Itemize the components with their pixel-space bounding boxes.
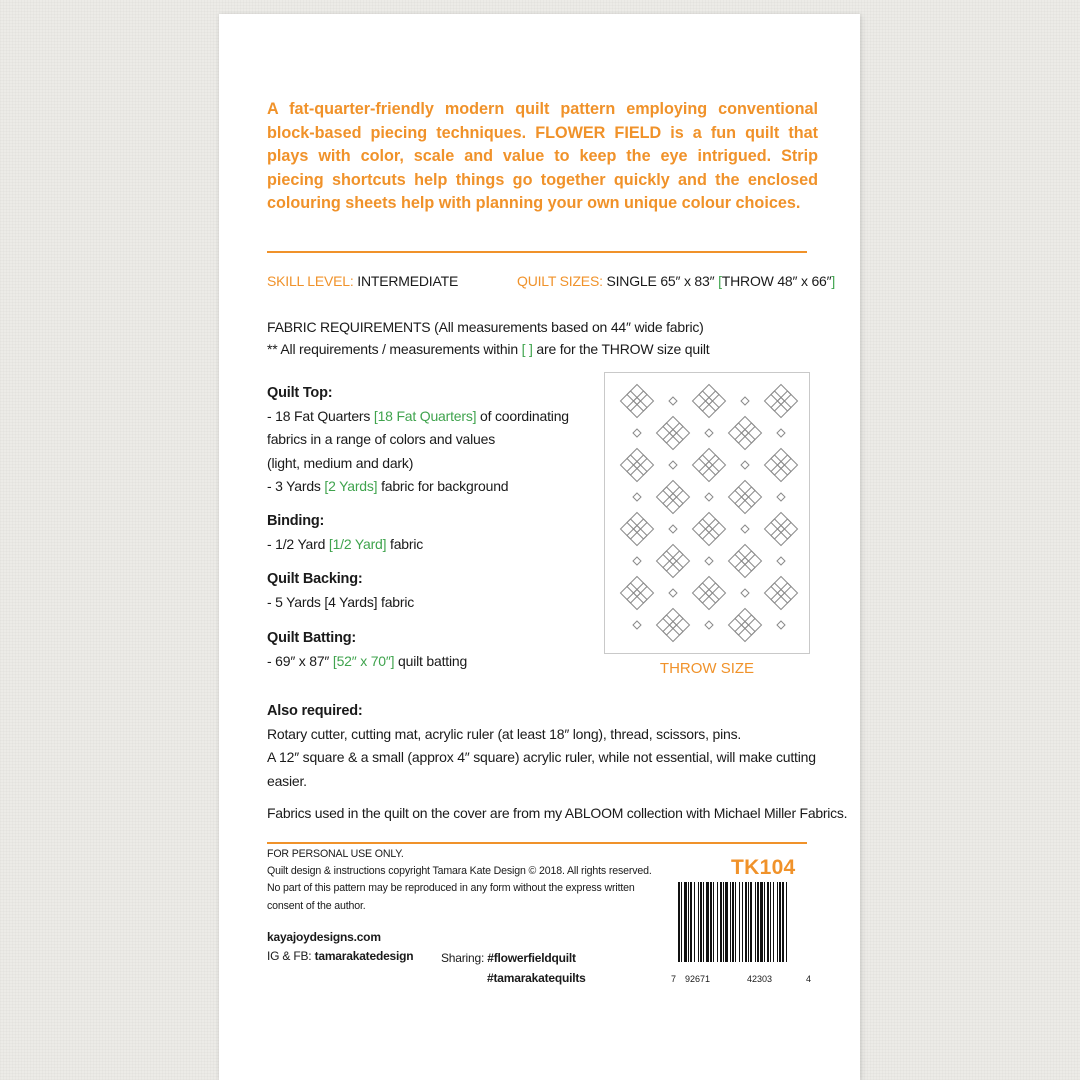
quilt-block-petal: [663, 622, 683, 642]
quilt-block-petal: [771, 462, 791, 482]
quilt-block-petal: [771, 526, 791, 546]
batting-line: [267, 650, 587, 673]
hashtag-2: #tamarakatequilts: [487, 970, 586, 985]
quilt-block-petal: [693, 391, 713, 411]
barcode-bar: [684, 882, 687, 962]
quilt-block-petal: [621, 391, 641, 411]
note-text-post: are for the THROW size quilt: [536, 341, 710, 357]
barcode-bar: [710, 882, 712, 962]
quilt-small-diamond: [633, 621, 641, 629]
barcode-bar: [773, 882, 774, 962]
quilt-block-petal: [627, 526, 647, 546]
barcode-bar: [767, 882, 769, 962]
quilt-block-petal: [706, 455, 726, 475]
also-required-line-1: Rotary cutter, cutting mat, acrylic ruler (at least 18″ long), thread, scissors, pins.: [267, 726, 742, 743]
barcode-bar: [703, 882, 704, 962]
quilt-block-petal: [699, 590, 719, 610]
quilt-small-diamond: [633, 557, 641, 565]
binding-yards-throw: [1/2 Yard]: [328, 536, 387, 553]
quilt-top-fq: - 18 Fat Quarters: [267, 408, 371, 425]
barcode-bar: [748, 882, 749, 962]
quilt-block-petal: [657, 615, 677, 635]
legal-line-4: consent of the author.: [267, 899, 366, 912]
hashtag-1: #flowerfieldquilt: [487, 951, 576, 965]
quilt-block-petal: [742, 423, 762, 443]
fabric-requirements: [267, 316, 710, 360]
note-text-pre: ** All requirements / measurements within: [267, 341, 518, 357]
quilt-size-single: SINGLE 65″ x 83″: [606, 273, 715, 289]
quilt-top-line-2: fabrics in a range of colors and values: [267, 431, 495, 448]
quilt-block-petal: [627, 385, 647, 405]
quilt-block-petal: [765, 455, 785, 475]
quilt-block-petal: [670, 551, 690, 571]
quilt-block-petal: [729, 551, 749, 571]
barcode-bar: [681, 882, 682, 962]
quilt-top-line-3: (light, medium and dark): [267, 454, 414, 471]
barcode-bar: [723, 882, 724, 962]
quilt-small-diamond: [741, 397, 749, 405]
barcode-bar: [770, 882, 771, 962]
quilt-block-petal: [778, 519, 798, 539]
quilt-small-diamond: [777, 621, 785, 629]
quilt-block-petal: [699, 398, 719, 418]
note-brackets: [ ]: [521, 341, 533, 357]
legal-line-2: Quilt design & instructions copyright Tamara Kate Design © 2018. All rights reserved.: [267, 865, 652, 878]
quilt-block-petal: [778, 455, 798, 475]
quilt-block-petal: [735, 609, 755, 629]
quilt-block-petal: [670, 423, 690, 443]
barcode-bar: [698, 882, 699, 962]
barcode-bar: [760, 882, 763, 962]
also-required-title: Also required:: [267, 703, 363, 719]
barcode-digits: [671, 974, 811, 986]
quilt-block-petal: [699, 385, 719, 405]
throw-size-diagram: [604, 372, 810, 654]
quilt-block-petal: [627, 398, 647, 418]
social-handle: tamarakatedesign: [314, 949, 414, 963]
quilt-block-petal: [634, 455, 654, 475]
quilt-block-petal: [735, 481, 755, 501]
quilt-small-diamond: [777, 557, 785, 565]
quilt-small-diamond: [741, 589, 749, 597]
barcode-bar: [700, 882, 702, 962]
barcode-bar: [742, 882, 743, 962]
barcode-bar: [782, 882, 784, 962]
backing-title: Quilt Backing:: [267, 571, 363, 587]
background-yards: - 3 Yards: [267, 477, 321, 494]
skill-level: [267, 273, 458, 289]
barcode-bar: [706, 882, 709, 962]
quilt-top-line-1: [267, 405, 587, 428]
quilt-block-petal: [693, 583, 713, 603]
quilt-block-petal: [765, 519, 785, 539]
quilt-block-petal: [771, 577, 791, 597]
quilt-block-petal: [771, 385, 791, 405]
quilt-block-petal: [627, 449, 647, 469]
barcode-bar: [750, 882, 752, 962]
quilt-block-petal: [742, 551, 762, 571]
quilt-top-title: Quilt Top:: [267, 385, 333, 401]
legal-line-1: FOR PERSONAL USE ONLY.: [267, 848, 404, 860]
barcode-bar: [764, 882, 765, 962]
quilt-small-diamond: [741, 525, 749, 533]
quilt-block-petal: [699, 449, 719, 469]
social-label: IG & FB:: [267, 949, 312, 963]
quilt-block-petal: [735, 417, 755, 437]
skill-level-label: SKILL LEVEL:: [267, 273, 354, 289]
quilt-block-petal: [627, 462, 647, 482]
quilt-sizes-label: QUILT SIZES:: [517, 273, 603, 289]
quilt-small-diamond: [669, 589, 677, 597]
quilt-block-petal: [735, 558, 755, 578]
quilt-block-petal: [699, 577, 719, 597]
quilt-block-petal: [663, 494, 683, 514]
quilt-block-petal: [742, 487, 762, 507]
quilt-block-petal: [729, 615, 749, 635]
backing-line: - 5 Yards [4 Yards] fabric: [267, 594, 415, 611]
quilt-block-petal: [657, 487, 677, 507]
binding-title: Binding:: [267, 513, 325, 529]
barcode-bar: [713, 882, 714, 962]
quilt-block-petal: [670, 615, 690, 635]
barcode-bar: [688, 882, 689, 962]
barcode-bar: [678, 882, 680, 962]
quilt-block-petal: [627, 590, 647, 610]
social-handles: [267, 949, 413, 963]
quilt-block-petal: [706, 583, 726, 603]
quilt-small-diamond: [669, 461, 677, 469]
barcode-bar: [779, 882, 781, 962]
quilt-block-petal: [735, 494, 755, 514]
barcode-bar: [717, 882, 718, 962]
quilt-block-petal: [735, 622, 755, 642]
quilt-block-petal: [729, 487, 749, 507]
pattern-back-cover: [219, 14, 860, 1080]
fabrics-used-note: Fabrics used in the quilt on the cover are from my ABLOOM collection with Michael Miller Fabrics.: [267, 805, 848, 821]
quilt-block-petal: [693, 455, 713, 475]
quilt-sizes: [517, 273, 835, 289]
quilt-block-petal: [778, 391, 798, 411]
quilt-top-fq-post: of coordinating: [480, 408, 569, 425]
barcode-bar: [720, 882, 722, 962]
quilt-small-diamond: [777, 493, 785, 501]
quilt-block-petal: [706, 391, 726, 411]
binding-post: fabric: [390, 536, 424, 553]
barcode-bar: [745, 882, 747, 962]
quilt-small-diamond: [633, 493, 641, 501]
barcode: [678, 882, 802, 962]
barcode-bar: [739, 882, 740, 962]
binding-yards: - 1/2 Yard: [267, 536, 326, 553]
quilt-block-petal: [778, 583, 798, 603]
quilt-block-petal: [771, 513, 791, 533]
quilt-block-petal: [657, 551, 677, 571]
fabric-requirements-note: [267, 338, 710, 360]
quilt-block-petal: [765, 583, 785, 603]
batting-title: Quilt Batting:: [267, 630, 357, 646]
quilt-top-section: [267, 382, 587, 498]
quilt-block-petal: [621, 519, 641, 539]
batting-section: [267, 627, 587, 673]
quilt-block-petal: [634, 519, 654, 539]
quilt-block-petal: [699, 526, 719, 546]
quilt-block-petal: [634, 391, 654, 411]
quilt-block-petal: [663, 545, 683, 565]
batting-size-throw: [52″ x 70″]: [332, 653, 395, 670]
quilt-block-petal: [693, 519, 713, 539]
barcode-digits-left: 92671: [685, 974, 711, 984]
binding-line: [267, 533, 587, 556]
quilt-top-line-4: [267, 475, 587, 498]
website: kayajoydesigns.com: [267, 930, 381, 944]
barcode-digit-first: 7: [671, 974, 677, 984]
quilt-small-diamond: [705, 557, 713, 565]
quilt-block-petal: [771, 449, 791, 469]
quilt-block-petal: [771, 398, 791, 418]
batting-size: - 69″ x 87″: [267, 653, 330, 670]
bracket-close: ]: [831, 273, 836, 289]
quilt-block-petal: [771, 590, 791, 610]
barcode-bar: [786, 882, 787, 962]
quilt-block-petal: [621, 583, 641, 603]
quilt-small-diamond: [669, 397, 677, 405]
barcode-bar: [732, 882, 734, 962]
barcode-bar: [735, 882, 736, 962]
quilt-block-petal: [663, 430, 683, 450]
throw-size-label: THROW SIZE: [659, 660, 755, 677]
quilt-block-petal: [699, 513, 719, 533]
batting-post: quilt batting: [398, 653, 468, 670]
barcode-bar: [730, 882, 731, 962]
barcode-bar: [757, 882, 759, 962]
quilt-small-diamond: [705, 621, 713, 629]
product-code: TK104: [731, 856, 796, 879]
sharing-label: Sharing:: [441, 951, 485, 965]
barcode-digits-right: 42303: [747, 974, 773, 984]
quilt-block-petal: [634, 583, 654, 603]
quilt-block-petal: [663, 481, 683, 501]
background-yards-post: fabric for background: [381, 477, 509, 494]
barcode-bar: [755, 882, 756, 962]
quilt-small-diamond: [669, 525, 677, 533]
quilt-block-petal: [663, 558, 683, 578]
barcode-digit-last: 4: [806, 974, 812, 984]
binding-section: [267, 510, 587, 556]
quilt-small-diamond: [633, 429, 641, 437]
quilt-block-petal: [735, 430, 755, 450]
quilt-block-petal: [735, 545, 755, 565]
quilt-block-petal: [729, 423, 749, 443]
quilt-block-petal: [627, 577, 647, 597]
quilt-block-petal: [657, 423, 677, 443]
quilt-block-petal: [742, 615, 762, 635]
background-yards-throw: [2 Yards]: [324, 477, 378, 494]
quilt-illustration: [605, 373, 809, 653]
barcode-bar: [690, 882, 692, 962]
divider-top: [267, 251, 807, 253]
quilt-block-petal: [663, 417, 683, 437]
also-required-line-2: A 12″ square & a small (approx 4″ square) acrylic ruler, while not essential, will make cutting easier.: [267, 749, 816, 789]
legal-notice: [267, 846, 652, 915]
quilt-small-diamond: [705, 493, 713, 501]
intro-paragraph: A fat-quarter-friendly modern quilt pattern employing conventional block-based piecing techniques. FLOWER FIELD is a fun quilt that plays with color, scale and value to keep the eye intrigued. Strip piecing shortcuts help things go together quickly and the enclosed colouring sheets help with planning your own unique colour choices.: [267, 100, 818, 212]
quilt-small-diamond: [777, 429, 785, 437]
skill-level-value: INTERMEDIATE: [357, 273, 459, 289]
quilt-top-fq-throw: [18 Fat Quarters]: [373, 408, 477, 425]
quilt-block-petal: [699, 462, 719, 482]
divider-bottom: [267, 842, 807, 844]
quilt-block-petal: [670, 487, 690, 507]
also-required-section: [267, 700, 827, 793]
legal-line-3: No part of this pattern may be reproduced in any form without the express written: [267, 882, 635, 895]
quilt-small-diamond: [705, 429, 713, 437]
barcode-bar: [777, 882, 778, 962]
bracket-open: [: [718, 273, 722, 289]
quilt-small-diamond: [741, 461, 749, 469]
quilt-block-petal: [627, 513, 647, 533]
fabric-requirements-heading: FABRIC REQUIREMENTS (All measurements based on 44″ wide fabric): [267, 319, 704, 335]
quilt-block-petal: [621, 455, 641, 475]
barcode-bar: [725, 882, 728, 962]
sharing-hashtags: [441, 949, 586, 988]
quilt-size-throw: THROW 48″ x 66″: [721, 273, 832, 289]
barcode-bar: [694, 882, 695, 962]
backing-section: [267, 568, 587, 614]
quilt-block-petal: [765, 391, 785, 411]
quilt-block-petal: [706, 519, 726, 539]
quilt-block-petal: [663, 609, 683, 629]
